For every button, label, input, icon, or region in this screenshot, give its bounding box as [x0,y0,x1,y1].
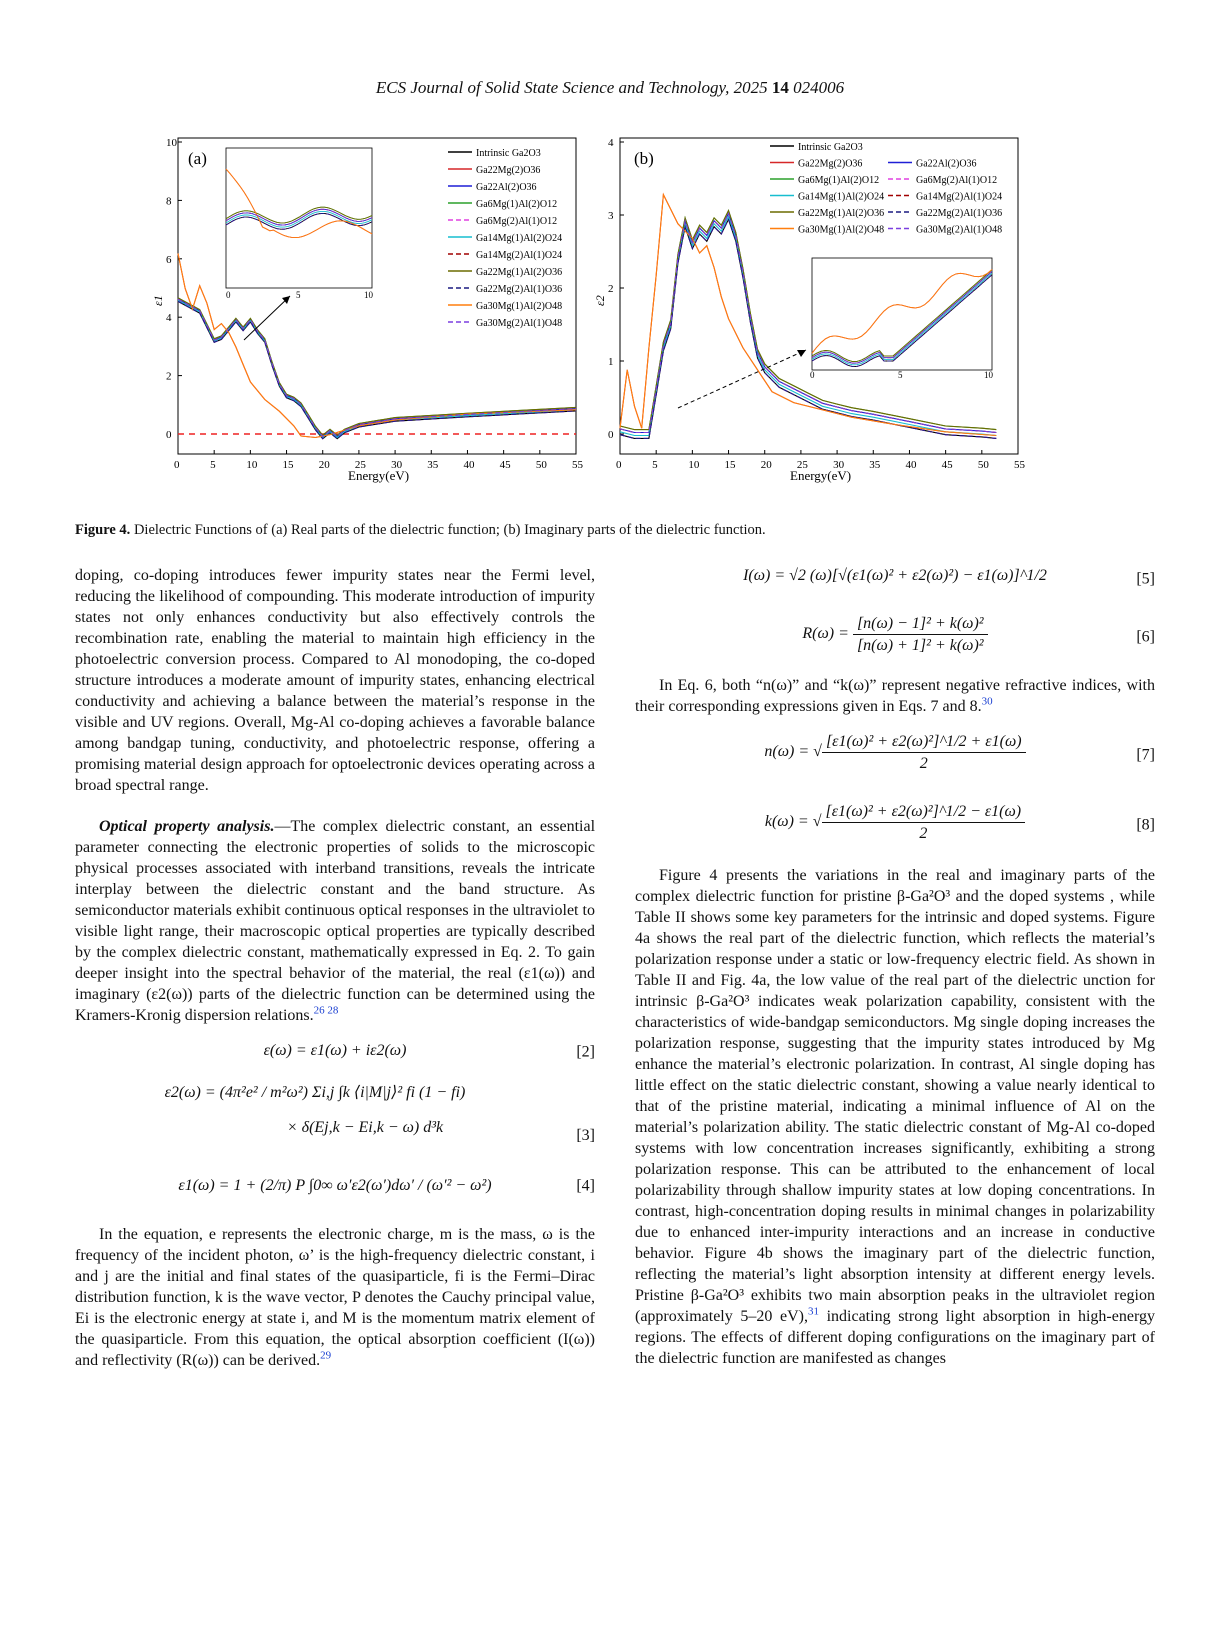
panel-a [151,137,584,483]
y-tick-label: 4 [166,312,172,325]
x-tick-label: 5 [652,459,658,471]
paragraph: In Eq. 6, both “n(ω)” and “k(ω)” represent negative refractive indices, with their corresponding expressions given in Eqs. 7 and 8.30 [635,677,1155,715]
legend-entry: Ga22Mg(2)Al(1)O36 [916,208,1003,219]
paragraph: Figure 4 presents the variations in the real and imaginary parts of the complex dielectric function for pristine β-Ga²O³ and the doped systems , while Table II shows some key parameters for the intrinsic and doped systems. Figure 4a shows the real part of the dielectric function, which reflects the material’s polarization response under a static or low-frequency electric field. As shown in Table II and Fig. 4a, the low value of the real part of the dielectric unction for intrinsic β-Ga²O³ indicates weak polarization capability, consistent with the characteristics of wide-bandgap semiconductors. Mg single doping increases the polarization response, suggesting that the impurity states introduced by Mg enhance the material’s electronic polarization. In contrast, Al single doping has little effect on the static dielectric constant, showing a value nearly identical to that of the pristine material, indicating a minimal influence of Al on the material’s polarization ability. The static dielectric constant of Mg-Al co-doped systems with low concentration increases significantly, exhibiting a strong polarization response. This can be attributed to the enhancement of local polarizability through shallow impurity states at low doping concentrations. In contrast, high-concentration doping results in minimal changes in polarizability due to enhanced inter-impurity interactions and an increase in conductive behavior. Figure 4b shows the imaginary part of the dielectric function, reflecting the material’s light absorption intensity at different energy levels. Pristine β-Ga²O³ exhibits two main absorption peaks in the ultraviolet region (approximately 5–20 eV),$^{31}$ indicating strong light absorption in high-energy regions. The effects of different doping configurations on the imaginary part of the dielectric function are manifested as changes [635,867,1155,1367]
legend-entry: Ga14Mg(2)Al(1)O24 [476,250,563,261]
y-tick-label: 6 [166,253,172,266]
svg-text:5: 5 [898,370,903,380]
x-tick-label: 20 [318,459,330,471]
journal-title: ECS Journal of Solid State Science and Technology, 2025 [375,78,768,97]
x-tick-label: 30 [391,459,403,471]
x-tick-label: 35 [869,459,881,471]
y-tick-label: 0 [608,429,614,441]
x-tick-label: 5 [210,459,216,471]
legend-entry: Ga22Mg(2)O36 [476,165,541,176]
legend-entry: Ga6Mg(1)Al(2)O12 [476,199,558,210]
x-tick-label: 45 [499,459,511,471]
legend-entry: Ga14Mg(1)Al(2)O24 [798,191,885,203]
panel-b-label: (b) [634,149,654,168]
paragraph: In the equation, e represents the electronic charge, m is the mass, ω is the frequency of the incident photon, ω’ is the high-frequency dielectric constant, i and j are the initial and final states of the quasiparticle, fi is the Fermi–Dirac distribution function, k is the wave vector, P denotes the Cauchy principal value, Ei is the electronic energy at state i, and M is the momentum matrix element of the quasiparticle. From this equation, the optical absorption coefficient (I(ω)) and reflectivity (R(ω)) can be derived.$^{29}$ [75,1226,595,1369]
y-tick-label: 2 [166,370,172,383]
caption-text: Dielectric Functions of (a) Real parts of the dielectric function; (b) Imaginary parts of the dielectric function. [133,522,766,538]
panel-b [593,137,1026,483]
equation-8: k(ω) = √ $\frac{\text{[ε1(ω)² + ε2(ω)²]\textasciicircum{}1/2 − ε1(ω)}}{2}$ [8] [764,803,1155,842]
x-tick-label: 50 [535,459,547,471]
legend-entry: Ga22Mg(2)Al(1)O36 [476,284,563,295]
legend-entry: Ga14Mg(1)Al(2)O24 [476,233,563,244]
section-heading: Optical property analysis. [99,818,275,835]
x-tick-label: 50 [977,459,989,471]
equation-4: ε1(ω) = 1 + (2/π) P ∫0∞ ω′ε2(ω′)dω′ / (ω′² − ω²) [4] [178,1177,595,1195]
x-tick-label: 0 [616,459,622,471]
panel-a-xlabel: Energy(eV) [348,468,410,483]
svg-text:0: 0 [810,370,815,380]
x-tick-label: 55 [572,459,583,471]
legend-entry: Ga30Mg(2)Al(1)O48 [916,224,1003,236]
svg-text:10: 10 [984,370,993,380]
citation: 30 [981,695,993,708]
x-tick-label: 15 [724,459,736,471]
panel-a-inset [226,148,374,300]
equation-2: ε(ω) = ε1(ω) + iε2(ω) [2] [263,1042,595,1061]
x-tick-label: 10 [246,459,258,471]
x-tick-label: 10 [688,459,700,471]
volume: 14 [771,78,789,97]
y-tick-label: 0 [166,429,172,441]
y-tick-label: 1 [608,356,614,368]
caption-label: Figure 4. [75,522,131,538]
legend-entry: Intrinsic Ga2O3 [798,142,863,153]
x-tick-label: 45 [941,459,953,471]
paragraph: doping, co-doping introduces fewer impurity states near the Fermi level, reducing the likelihood of compounding. This moderate introduction of impurity states not only enhances conductivity but also effectively controls the recombination rate, enabling the material to maintain high efficiency in the photoelectric conversion process. Compared to Al monodoping, the co-doped structure introduces a moderate amount of impurity states, enhancing electrical conductivity and achieving a balance between the material’s response in the visible and UV regions. Overall, Mg-Al co-doping achieves a favorable balance among bandgap tuning, conductivity, and photoelectric response, offering a promising material design approach for optoelectronic devices operating across a broad spectral range. [75,567,595,794]
svg-text:5: 5 [296,290,301,300]
x-tick-label: 30 [833,459,845,471]
x-tick-label: 35 [427,459,439,471]
legend-entry: Ga30Mg(2)Al(1)O48 [476,318,563,329]
svg-text:10: 10 [364,290,373,300]
figure-caption [75,522,1155,539]
x-tick-label: 55 [1014,459,1025,471]
equation-3: ε2(ω) = (4π²e² / m²ω²) Σi,j ∫k ⟨i|M|j⟩² fi (1 − fi) × δ(Ej,k − Ei,k − ω) d³k [3] [164,1084,595,1144]
left-column [75,565,595,1371]
legend-entry: Ga30Mg(1)Al(2)O48 [798,224,885,236]
legend-entry: Ga22Mg(1)Al(2)O36 [798,208,885,219]
x-tick-label: 15 [282,459,294,471]
legend-entry: Ga22Al(2)O36 [476,182,537,193]
y-tick-label: 4 [608,137,614,149]
x-tick-label: 40 [463,459,475,471]
right-column [635,565,1155,1369]
x-tick-label: 20 [760,459,772,471]
y-tick-label: 2 [608,283,614,295]
legend-entry: Ga22Al(2)O36 [916,158,977,170]
citation: 26 28 [313,1004,339,1017]
equation-7: n(ω) = √ $\frac{\text{[ε1(ω)² + ε2(ω)²]\textasciicircum{}1/2 + ε1(ω)}}{2}$ [7] [764,733,1155,772]
paragraph: Optical property analysis.—The complex dielectric constant, an essential parameter connecting the electronic properties of solids to the microscopic physical processes associated with interband transitions, reveals the intricate interplay between the dielectric constant and the band structure. As semiconductor materials exhibit continuous optical responses in the ultraviolet to visible light range, their macroscopic optical properties are typically described by the complex dielectric constant, mathematically expressed in Eq. 2. To gain deeper insight into the spectral behavior of the material, the real (ε1(ω)) and imaginary (ε2(ω)) parts of the dielectric function can be determined using the Kramers-Kronig dispersion relations.$^{26 28}$ [75,818,596,1024]
legend-entry: Ga22Mg(2)O36 [798,158,863,170]
y-tick-label: 8 [166,195,172,208]
equation-6: R(ω) = $\frac{\text{[n(ω) − 1]² + k(ω)²}}{\text{[n(ω) + 1]² + k(ω)²}}$ [6] [802,615,1155,654]
panel-a-ylabel: ε1 [151,295,165,306]
legend-entry: Intrinsic Ga2O3 [476,148,541,159]
citation: 29 [320,1349,332,1362]
y-tick-label: 3 [608,210,614,222]
running-header [0,78,1220,98]
citation: 31 [807,1305,819,1318]
equation-5: I(ω) = √2 (ω)[√(ε1(ω)² + ε2(ω)²) − ε1(ω)]^1/2 [5] [743,567,1155,588]
x-tick-label: 40 [905,459,917,471]
legend-entry: Ga6Mg(1)Al(2)O12 [798,175,880,186]
legend-entry: Ga14Mg(2)Al(1)O24 [916,191,1003,203]
legend-entry: Ga30Mg(1)Al(2)O48 [476,301,563,312]
x-tick-label: 25 [796,459,808,471]
panel-b-xlabel: Energy(eV) [790,468,852,483]
legend-entry: Ga22Mg(1)Al(2)O36 [476,267,563,278]
figure-4 [150,130,1080,515]
y-tick-label: 10 [166,137,177,149]
panel-b-ylabel: ε2 [593,295,607,306]
panel-a-label: (a) [188,149,207,168]
legend-entry: Ga6Mg(2)Al(1)O12 [916,175,998,186]
x-tick-label: 0 [174,459,180,471]
panel-b-inset [810,258,994,380]
legend-entry: Ga6Mg(2)Al(1)O12 [476,216,558,227]
svg-text:0: 0 [226,290,231,300]
x-tick-label: 25 [354,459,366,471]
article-number: 024006 [793,78,845,97]
